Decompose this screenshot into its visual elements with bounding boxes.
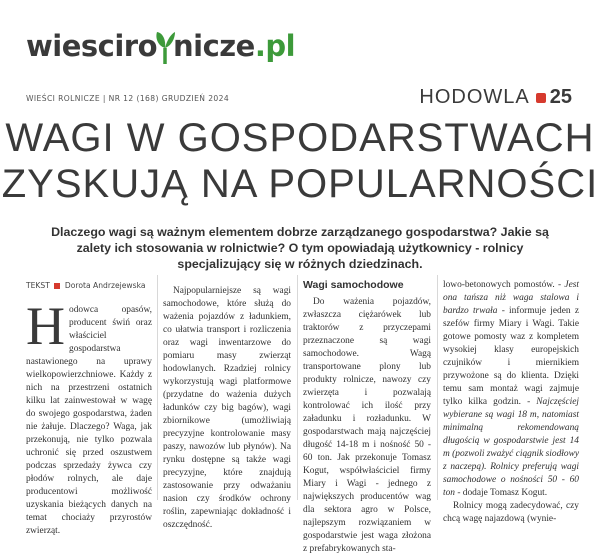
logo-text — [26, 26, 295, 66]
paragraph-text: - dodaje Tomasz Kogut. — [454, 488, 548, 498]
paragraph-text: lowo-betonowych pomostów. — [443, 280, 555, 290]
article-column-2 — [163, 285, 291, 532]
paragraph-text: odowca opasów, producent świń oraz właściciel gospodarstwa nastawionego na uprawy wielkopowierzchniowe. Każdy z nich na przestrzeni ostatnich kilku lat zainwestował w wagę do swojego gospodarstwa, żaden nie żałuje. Dlaczego? Waga, jak przekonują, nie tylko pozwala uchronić się przed oszustwem podczas sprzedaży żywca czy płodów rolnych, ale daje producentowi możliwość uzyskania bieżących danych na temat chociaży przyrostów zwierząt. — [26, 305, 152, 536]
quote-text: - Jest ona tańsza niż waga stalowa i bardzo trwała — [443, 280, 579, 316]
dropcap: H — [26, 296, 65, 356]
byline — [26, 279, 152, 292]
paragraph-text: - informuje jeden z szefów firmy Miary i Wagi. Takie gotowe pomosty waz z kompletem wysokiej klasy europejskich czujników i miernikiem przywożone są do klienta. Dzięki temu sam montaż wagi zajmuje tylko kilka godzin. — [443, 306, 579, 407]
logo-text-part2: nicze — [173, 29, 255, 63]
paragraph — [443, 279, 579, 500]
title-line-2: ZYSKUJĄ NA POPULARNOŚCI — [1, 162, 599, 206]
page-number: 25 — [549, 86, 572, 108]
quote-text: - Najczęściej wybierane są wagi 18 m, natomiast minimalną rekomendowaną długością w gospodarstwie jest 14 m (pozwoli zważyć ciągnik siodłowy z naczepą). Rolnicy preferują wagi samochodowe o nośności 50 - 60 ton — [443, 397, 579, 498]
paragraph: Najpopularniejsze są wagi samochodowe, które służą do ważenia pojazdów z ładunkiem, co ułatwia transport i rozliczenia oraz wagi inwentarzowe do pomiaru masy zwierząt hodowlanych. Rzadziej rolnicy wykorzystują wagi platformowe (przydatne do ważenia dużych ładunków czy big bagów), wagi zbiornikowe (umożliwiają precyzyjne kontrolowanie masy paszy, nawozów lub płynów). Na rynku dostępne są także wagi precyzyjne, które znajdują zastosowanie przy odważaniu nasion czy środków ochrony roślin, zapewniając dokładność i oszczędność. — [163, 286, 291, 530]
logo-domain: .pl — [254, 29, 296, 63]
issue-meta: WIEŚCI ROLNICZE | NR 12 (168) GRUDZIEŃ 2024 — [26, 94, 230, 103]
byline-label: TEKST — [26, 281, 50, 290]
byline-author: Dorota Andrzejewska — [64, 281, 146, 290]
article-column-4 — [443, 279, 579, 526]
subheading: Wagi samochodowe — [303, 279, 404, 291]
article-column-1 — [26, 279, 152, 538]
column-divider — [297, 275, 298, 500]
paragraph: Rolnicy mogą zadecydować, czy chcą wagę najazdową (wynie- — [443, 501, 579, 524]
title-line-1: WAGI W GOSPODARSTWACH — [5, 116, 595, 160]
column-divider — [157, 275, 158, 500]
site-logo[interactable] — [26, 26, 295, 66]
section-marker-icon — [536, 93, 546, 103]
logo-text-part1: wiesciro — [26, 29, 158, 63]
section-label — [419, 86, 572, 109]
paragraph: Do ważenia pojazdów, zwłaszcza ciężarówek lub traktorów z przyczepami przeznaczone są wagi samochodowe. Wagą transportowane plony lub produkty rolnicze, nawozy czy zwierzęta i pozwalają kontrolować ich ilość przy załadunku i rozładunku. W gospodarstwach mają najczęściej długość 14-18 m i nośność 50 - 60 ton. Jak przekonuje Tomasz Kogut, współwłaściciel firmy Miary i Wagi - jednego z największych producentów wag dla sektora agro w Polsce, najlepszym rozwiązaniem w gospodarstwie jest waga złożona z prefabrykowanych sta- — [303, 297, 431, 554]
article-column-3 — [303, 279, 431, 556]
article-title — [0, 115, 600, 207]
paragraph — [26, 296, 152, 538]
byline-marker-icon — [54, 283, 60, 289]
sprout-icon — [157, 26, 173, 66]
column-divider — [437, 275, 438, 500]
article-lead: Dlaczego wagi są ważnym elementem dobrze zarządzanego gospodarstwa? Jakie są zalety ich stosowania w rolnictwie? O tym opowiadają użytkownicy - rolnicy specjalizujący się w różnych dziedzinach. — [51, 225, 549, 271]
section-name: HODOWLA — [419, 86, 530, 108]
